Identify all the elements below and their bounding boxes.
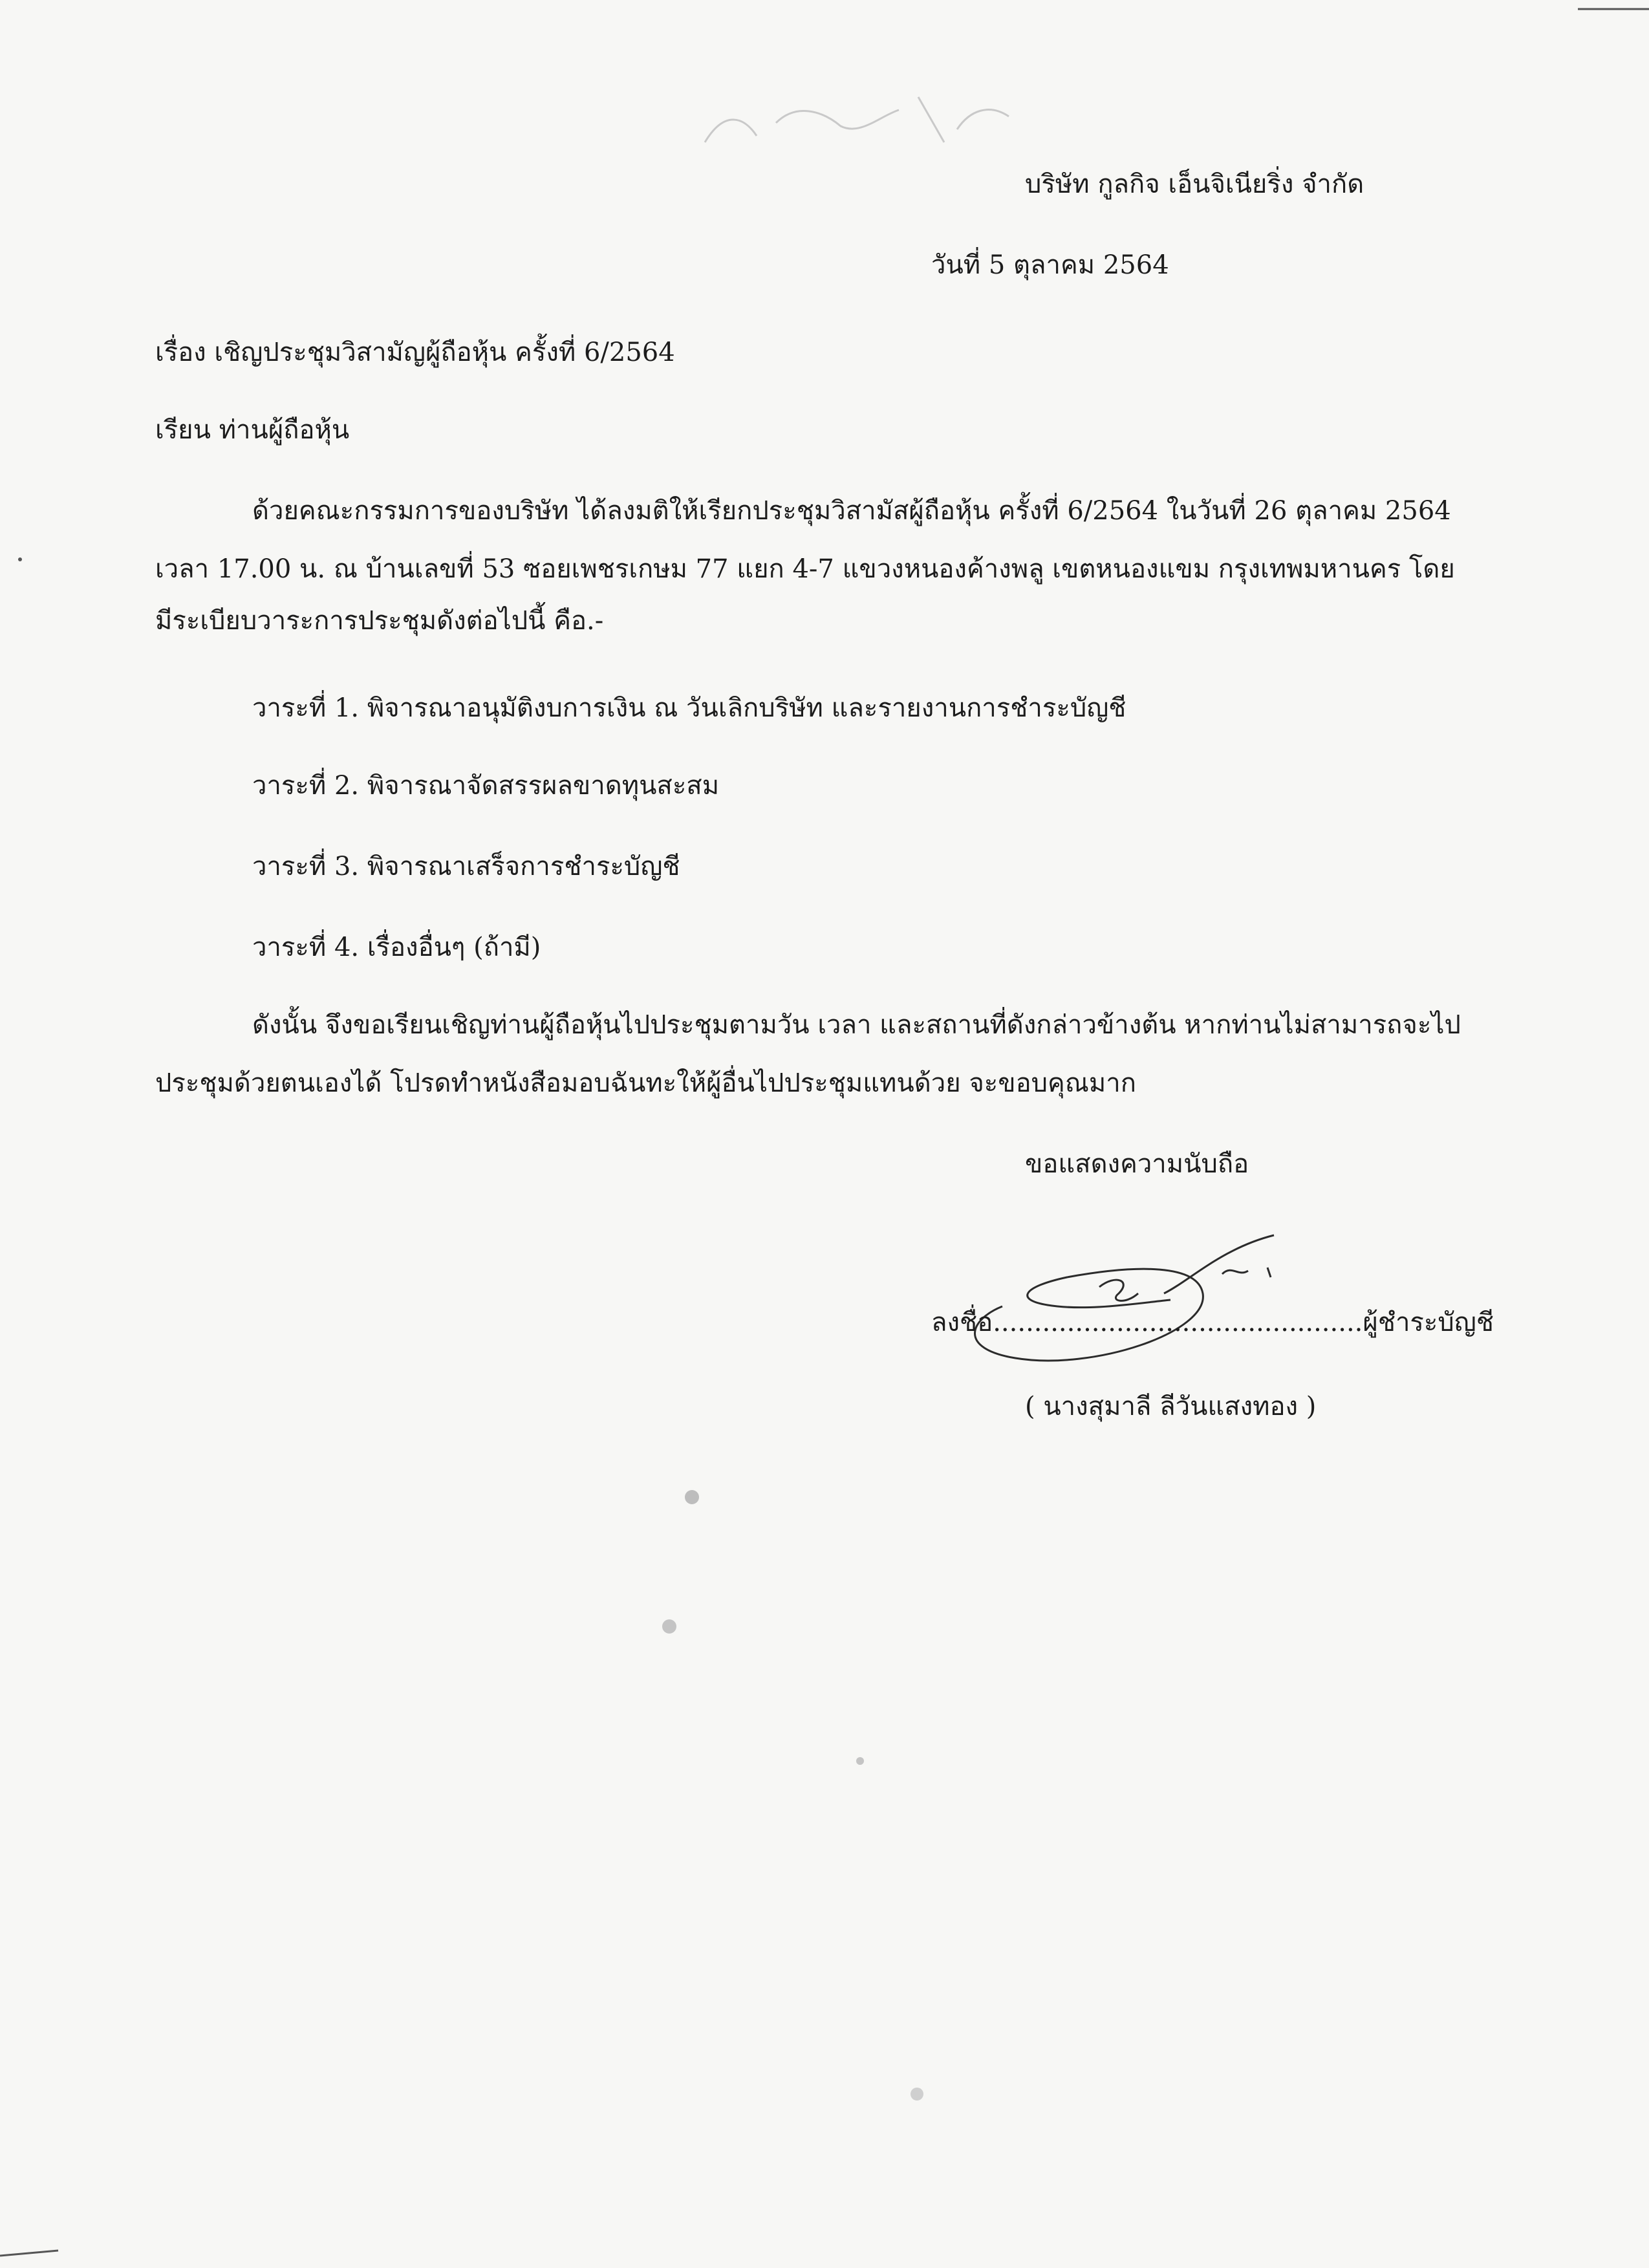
scan-edge-mark-top-right: [1578, 0, 1649, 13]
company-name: บริษัท กูลกิจ เอ็นจิเนียริ่ง จำกัด: [1025, 169, 1364, 199]
agenda-item: วาระที่ 1. พิจารณาอนุมัติงบการเงิน ณ วันเลิกบริษัท และรายงานการชำระบัญชี: [252, 693, 1126, 723]
signature-line: ลงชื่อ.............................................ผู้ชำระบัญชี: [931, 1308, 1494, 1337]
scan-dot: [682, 1487, 702, 1507]
closing-remark: ขอแสดงความนับถือ: [1025, 1149, 1249, 1179]
scan-dot: [660, 1617, 679, 1636]
signer-name: ( นางสุมาลี ลีวันแสงทอง ): [1025, 1392, 1317, 1421]
scan-dot: [855, 1756, 865, 1766]
paragraph-2-line-1: ดังนั้น จึงขอเรียนเชิญท่านผู้ถือหุ้นไปประชุมตามวัน เวลา และสถานที่ดังกล่าวข้างต้น หากท่านไม่สามารถจะไป: [252, 1010, 1461, 1040]
scan-edge-mark-bottom-left: [0, 2244, 71, 2263]
agenda-item: วาระที่ 3. พิจารณาเสร็จการชำระบัญชี: [252, 852, 680, 881]
paragraph-1-line-2: เวลา 17.00 น. ณ บ้านเลขที่ 53 ซอยเพชรเกษม 77 แยก 4-7 แขวงหนองค้างพลู เขตหนองแขม กรุงเทพมหานคร โดย: [155, 554, 1455, 584]
paragraph-2-line-2: ประชุมด้วยตนเองได้ โปรดทำหนังสือมอบฉันทะให้ผู้อื่นไปประชุมแทนด้วย จะขอบคุณมาก: [155, 1068, 1136, 1098]
agenda-item: วาระที่ 2. พิจารณาจัดสรรผลขาดทุนสะสม: [252, 771, 720, 801]
letter-date: วันที่ 5 ตุลาคม 2564: [931, 250, 1169, 280]
letter-recipient: เรียน ท่านผู้ถือหุ้น: [155, 415, 350, 445]
scan-dot: [909, 2086, 925, 2102]
paragraph-1-line-3: มีระเบียบวาระการประชุมดังต่อไปนี้ คือ.-: [155, 606, 604, 636]
letter-subject: เรื่อง เชิญประชุมวิสามัญผู้ถือหุ้น ครั้งที่ 6/2564: [155, 338, 675, 367]
pencil-scribble: [698, 71, 1035, 162]
paragraph-1-line-1: ด้วยคณะกรรมการของบริษัท ได้ลงมติให้เรียกประชุมวิสามัสผู้ถือหุ้น ครั้งที่ 6/2564 ในวันที่ 26 ตุลาคม 2564: [252, 496, 1451, 526]
agenda-item: วาระที่ 4. เรื่องอื่นๆ (ถ้ามี): [252, 933, 541, 962]
scan-dot: [17, 556, 23, 563]
